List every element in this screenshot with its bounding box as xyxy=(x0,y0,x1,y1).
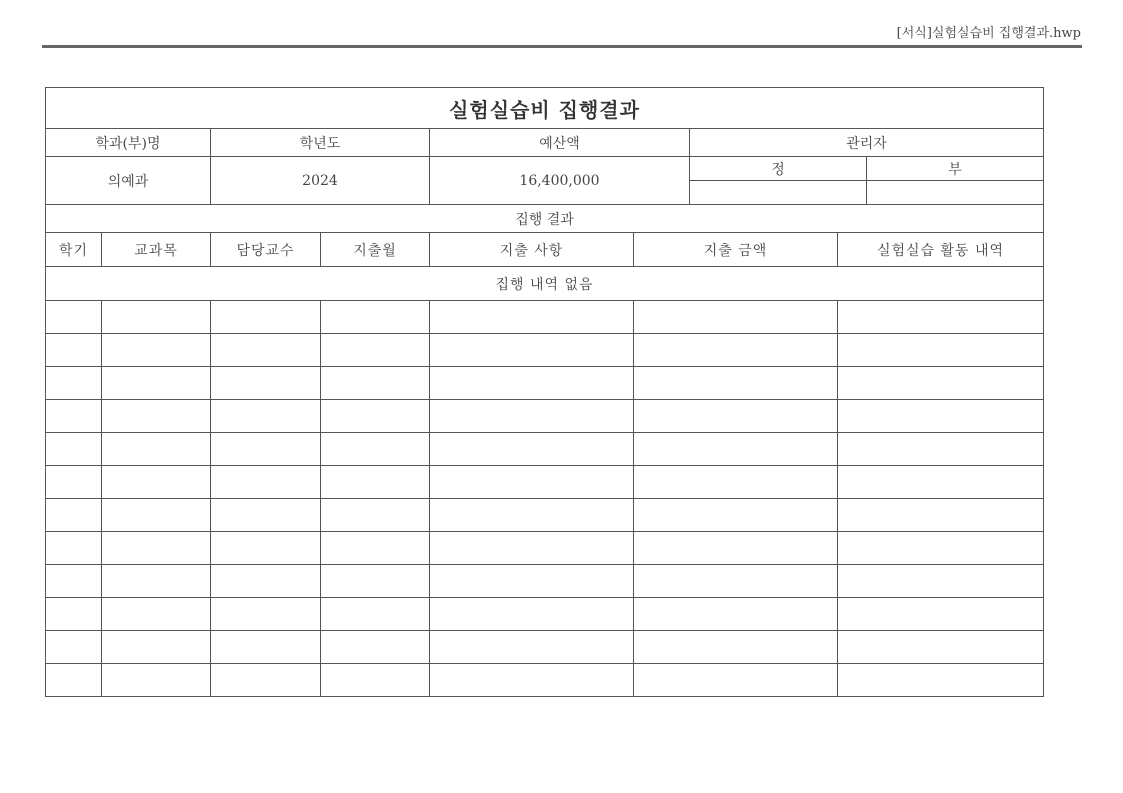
cell-course[interactable] xyxy=(102,598,211,631)
cell-activity[interactable] xyxy=(838,301,1044,334)
cell-activity[interactable] xyxy=(838,433,1044,466)
cell-semester[interactable] xyxy=(46,499,102,532)
cell-amount[interactable] xyxy=(634,565,838,598)
cell-activity[interactable] xyxy=(838,499,1044,532)
cell-amount[interactable] xyxy=(634,400,838,433)
cell-month[interactable] xyxy=(321,499,430,532)
cell-item[interactable] xyxy=(430,598,634,631)
cell-activity[interactable] xyxy=(838,466,1044,499)
manager-header: 관리자 xyxy=(690,129,1044,157)
cell-activity[interactable] xyxy=(838,532,1044,565)
cell-item[interactable] xyxy=(430,400,634,433)
cell-item[interactable] xyxy=(430,565,634,598)
manager-secondary-label: 부 xyxy=(867,157,1044,181)
table-row xyxy=(46,631,1044,664)
column-header-activity: 실험실습 활동 내역 xyxy=(838,233,1044,267)
cell-semester[interactable] xyxy=(46,466,102,499)
cell-professor[interactable] xyxy=(211,499,321,532)
cell-month[interactable] xyxy=(321,334,430,367)
budget-header: 예산액 xyxy=(430,129,690,157)
cell-item[interactable] xyxy=(430,631,634,664)
cell-semester[interactable] xyxy=(46,664,102,697)
cell-professor[interactable] xyxy=(211,631,321,664)
cell-activity[interactable] xyxy=(838,631,1044,664)
cell-course[interactable] xyxy=(102,301,211,334)
year-header: 학년도 xyxy=(211,129,430,157)
column-header-item: 지출 사항 xyxy=(430,233,634,267)
cell-month[interactable] xyxy=(321,631,430,664)
table-row xyxy=(46,301,1044,334)
column-header-amount: 지출 금액 xyxy=(634,233,838,267)
cell-activity[interactable] xyxy=(838,334,1044,367)
cell-course[interactable] xyxy=(102,499,211,532)
cell-professor[interactable] xyxy=(211,433,321,466)
cell-activity[interactable] xyxy=(838,367,1044,400)
cell-month[interactable] xyxy=(321,598,430,631)
cell-month[interactable] xyxy=(321,664,430,697)
cell-month[interactable] xyxy=(321,367,430,400)
execution-section-title: 집행 결과 xyxy=(46,205,1044,233)
cell-semester[interactable] xyxy=(46,631,102,664)
cell-professor[interactable] xyxy=(211,400,321,433)
cell-semester[interactable] xyxy=(46,433,102,466)
year-value: 2024 xyxy=(211,157,430,205)
cell-course[interactable] xyxy=(102,400,211,433)
cell-amount[interactable] xyxy=(634,598,838,631)
cell-semester[interactable] xyxy=(46,400,102,433)
cell-item[interactable] xyxy=(430,334,634,367)
cell-activity[interactable] xyxy=(838,565,1044,598)
cell-month[interactable] xyxy=(321,532,430,565)
cell-professor[interactable] xyxy=(211,334,321,367)
cell-semester[interactable] xyxy=(46,334,102,367)
cell-semester[interactable] xyxy=(46,598,102,631)
cell-semester[interactable] xyxy=(46,565,102,598)
cell-course[interactable] xyxy=(102,532,211,565)
header-rule xyxy=(42,45,1082,48)
cell-amount[interactable] xyxy=(634,367,838,400)
cell-month[interactable] xyxy=(321,433,430,466)
cell-semester[interactable] xyxy=(46,367,102,400)
table-row xyxy=(46,400,1044,433)
cell-course[interactable] xyxy=(102,631,211,664)
cell-activity[interactable] xyxy=(838,598,1044,631)
manager-secondary-sign[interactable] xyxy=(867,181,1044,205)
cell-amount[interactable] xyxy=(634,301,838,334)
cell-item[interactable] xyxy=(430,367,634,400)
cell-item[interactable] xyxy=(430,664,634,697)
cell-semester[interactable] xyxy=(46,301,102,334)
cell-amount[interactable] xyxy=(634,433,838,466)
table-row xyxy=(46,664,1044,697)
department-value: 의예과 xyxy=(46,157,211,205)
table-row xyxy=(46,334,1044,367)
cell-semester[interactable] xyxy=(46,532,102,565)
cell-course[interactable] xyxy=(102,334,211,367)
column-header-professor: 담당교수 xyxy=(211,233,321,267)
department-header: 학과(부)명 xyxy=(46,129,211,157)
column-header-month: 지출월 xyxy=(321,233,430,267)
cell-course[interactable] xyxy=(102,664,211,697)
cell-professor[interactable] xyxy=(211,367,321,400)
cell-item[interactable] xyxy=(430,532,634,565)
cell-amount[interactable] xyxy=(634,664,838,697)
no-records-message: 집행 내역 없음 xyxy=(46,267,1044,301)
cell-item[interactable] xyxy=(430,301,634,334)
cell-amount[interactable] xyxy=(634,499,838,532)
cell-item[interactable] xyxy=(430,499,634,532)
table-row xyxy=(46,598,1044,631)
cell-activity[interactable] xyxy=(838,664,1044,697)
table-row xyxy=(46,466,1044,499)
cell-month[interactable] xyxy=(321,565,430,598)
cell-activity[interactable] xyxy=(838,400,1044,433)
cell-professor[interactable] xyxy=(211,664,321,697)
document-filename: [서식]실험실습비 집행결과.hwp xyxy=(896,26,1081,41)
cell-month[interactable] xyxy=(321,400,430,433)
form-title: 실험실습비 집행결과 xyxy=(46,88,1044,129)
column-header-semester: 학기 xyxy=(46,233,102,267)
table-row xyxy=(46,565,1044,598)
table-row xyxy=(46,499,1044,532)
cell-professor[interactable] xyxy=(211,565,321,598)
cell-amount[interactable] xyxy=(634,532,838,565)
cell-professor[interactable] xyxy=(211,466,321,499)
cell-professor[interactable] xyxy=(211,598,321,631)
cell-professor[interactable] xyxy=(211,301,321,334)
execution-result-form xyxy=(45,87,1044,697)
cell-amount[interactable] xyxy=(634,631,838,664)
cell-course[interactable] xyxy=(102,367,211,400)
budget-value: 16,400,000 xyxy=(430,157,690,205)
cell-month[interactable] xyxy=(321,301,430,334)
cell-course[interactable] xyxy=(102,433,211,466)
table-row xyxy=(46,433,1044,466)
manager-primary-label: 정 xyxy=(690,157,867,181)
table-row xyxy=(46,532,1044,565)
cell-course[interactable] xyxy=(102,466,211,499)
cell-amount[interactable] xyxy=(634,466,838,499)
cell-amount[interactable] xyxy=(634,334,838,367)
column-header-course: 교과목 xyxy=(102,233,211,267)
manager-primary-sign[interactable] xyxy=(690,181,867,205)
cell-course[interactable] xyxy=(102,565,211,598)
cell-item[interactable] xyxy=(430,433,634,466)
cell-professor[interactable] xyxy=(211,532,321,565)
cell-item[interactable] xyxy=(430,466,634,499)
table-row xyxy=(46,367,1044,400)
cell-month[interactable] xyxy=(321,466,430,499)
